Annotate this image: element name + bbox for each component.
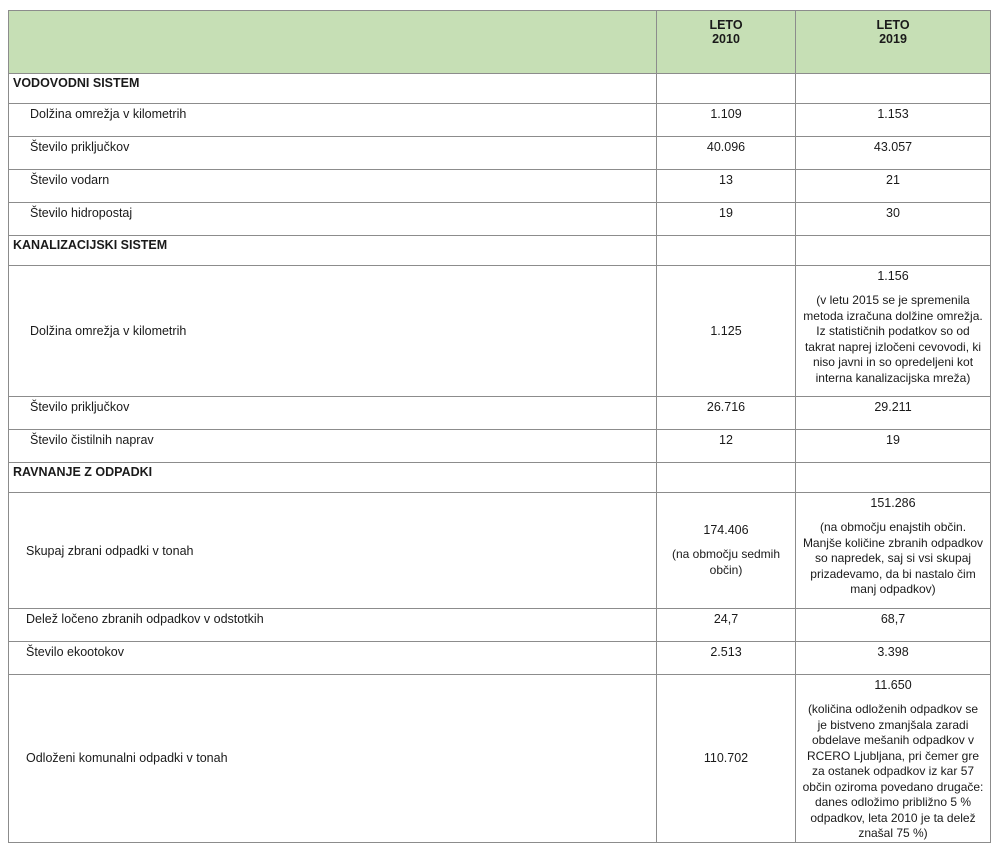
row-label: Število priključkov — [9, 397, 657, 430]
table-row — [9, 266, 991, 397]
table-row — [9, 104, 991, 137]
value-2019: 151.286 — [870, 496, 916, 510]
value-2010: 1.109 — [657, 104, 796, 137]
empty-cell — [657, 463, 796, 493]
row-label: Število ekootokov — [9, 642, 657, 675]
value-2019: 68,7 — [796, 609, 991, 642]
value-2019-note: (na območju enajstih občin. Manjše količine zbranih odpadkov so napredek, saj si vsi skupaj prizadevamo, da bi nastalo čim manj odpadkov) — [802, 520, 984, 596]
table-row — [9, 203, 991, 236]
table-row — [9, 609, 991, 642]
value-2010: 174.406 — [703, 523, 749, 537]
value-2010: 2.513 — [657, 642, 796, 675]
value-2019: 21 — [796, 170, 991, 203]
row-label: Dolžina omrežja v kilometrih — [9, 104, 657, 137]
table-row — [9, 137, 991, 170]
value-2019: 3.398 — [796, 642, 991, 675]
table-header-row — [9, 11, 991, 74]
empty-cell — [796, 74, 991, 104]
value-2019: 11.650 — [874, 678, 912, 692]
value-2019: 1.156 — [877, 269, 909, 283]
table-row — [9, 397, 991, 430]
value-2019: 43.057 — [796, 137, 991, 170]
value-2010: 1.125 — [657, 266, 796, 397]
value-2019-cell — [796, 675, 991, 843]
value-2019: 29.211 — [796, 397, 991, 430]
header-empty-cell — [9, 11, 657, 74]
row-label: Delež ločeno zbranih odpadkov v odstotkih — [9, 609, 657, 642]
section-title-water: VODOVODNI SISTEM — [9, 74, 657, 104]
table-row — [9, 642, 991, 675]
header-year-2019-label: LETO — [876, 18, 910, 32]
row-label: Dolžina omrežja v kilometrih — [9, 266, 657, 397]
statistics-table — [8, 10, 991, 843]
row-label: Število vodarn — [9, 170, 657, 203]
row-label: Število čistilnih naprav — [9, 430, 657, 463]
header-year-2010-value: 2010 — [712, 32, 740, 46]
row-label: Skupaj zbrani odpadki v tonah — [9, 493, 657, 609]
value-2010-note: (na območju sedmih občin) — [671, 547, 781, 577]
value-2010: 19 — [657, 203, 796, 236]
value-2010: 26.716 — [657, 397, 796, 430]
table-row — [9, 493, 991, 609]
empty-cell — [796, 463, 991, 493]
value-2019-note: (v letu 2015 se je spremenila metoda izračuna dolžine omrežja. Iz statističnih podatkov so od takrat naprej izločeni cevovodi, ki niso javni in so opredeljeni kot interna kanalizacijska mreža) — [803, 293, 983, 385]
header-year-2010 — [657, 11, 796, 74]
table-row — [9, 675, 991, 843]
header-year-2019-value: 2019 — [879, 32, 907, 46]
section-row-water — [9, 74, 991, 104]
section-title-waste: RAVNANJE Z ODPADKI — [9, 463, 657, 493]
value-2019: 1.153 — [796, 104, 991, 137]
value-2010: 13 — [657, 170, 796, 203]
row-label: Odloženi komunalni odpadki v tonah — [9, 675, 657, 843]
row-label: Število hidropostaj — [9, 203, 657, 236]
empty-cell — [657, 74, 796, 104]
empty-cell — [657, 236, 796, 266]
header-year-2019 — [796, 11, 991, 74]
value-2019-cell — [796, 266, 991, 397]
table-row — [9, 430, 991, 463]
value-2019-cell — [796, 493, 991, 609]
value-2019: 19 — [796, 430, 991, 463]
header-year-2010-label: LETO — [709, 18, 743, 32]
section-title-sewer: KANALIZACIJSKI SISTEM — [9, 236, 657, 266]
section-row-sewer — [9, 236, 991, 266]
row-label: Število priključkov — [9, 137, 657, 170]
value-2010: 12 — [657, 430, 796, 463]
value-2010-cell — [657, 493, 796, 609]
value-2019-note: (količina odloženih odpadkov se je bistveno zmanjšala zaradi obdelave mešanih odpadkov v RCERO Ljubljana, pri čemer gre za ostanek odpadkov iz kar 57 občin oziroma povedano drugače: danes odložimo približno 5 % odpadkov, leta 2010 je ta delež znašal 75 %) — [802, 702, 984, 840]
section-row-waste — [9, 463, 991, 493]
table-row — [9, 170, 991, 203]
value-2010: 40.096 — [657, 137, 796, 170]
value-2019: 30 — [796, 203, 991, 236]
value-2010: 110.702 — [657, 675, 796, 843]
empty-cell — [796, 236, 991, 266]
value-2010: 24,7 — [657, 609, 796, 642]
